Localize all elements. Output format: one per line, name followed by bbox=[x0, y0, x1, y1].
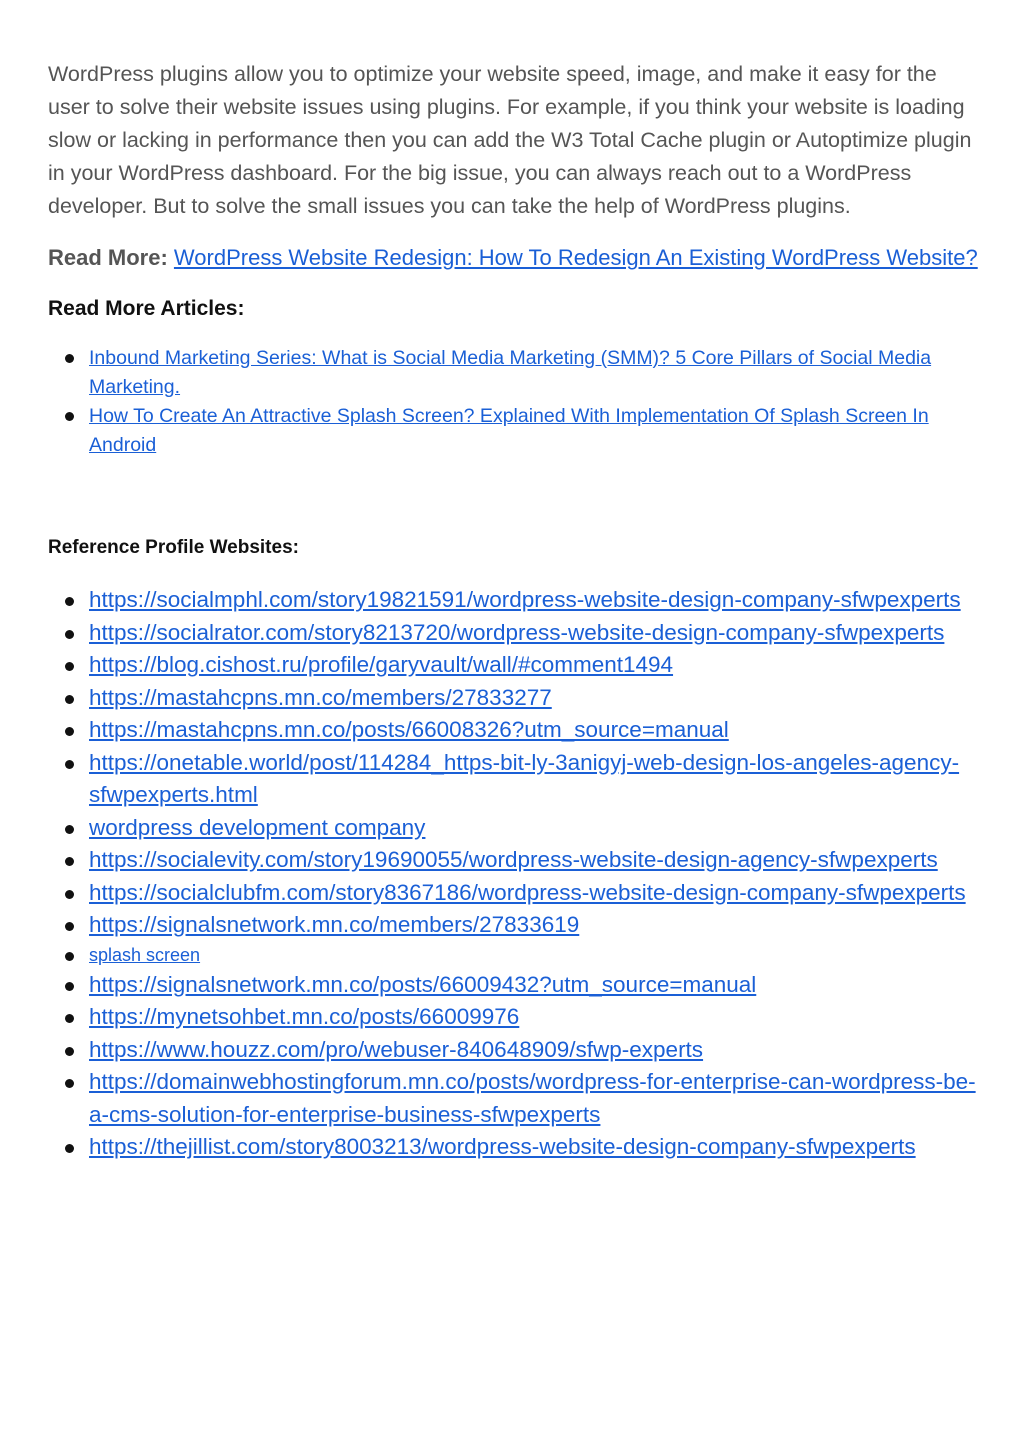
articles-heading: Read More Articles: bbox=[48, 297, 245, 320]
reference-link[interactable]: https://blog.cishost.ru/profile/garyvault/wall/#comment1494 bbox=[89, 652, 674, 677]
articles-list bbox=[48, 344, 978, 460]
reference-item bbox=[89, 682, 978, 715]
reference-link[interactable]: https://signalsnetwork.mn.co/posts/66009432?utm_source=manual bbox=[89, 971, 757, 997]
reference-item bbox=[89, 812, 978, 845]
reference-item bbox=[89, 649, 978, 682]
reference-link[interactable]: https://socialrator.com/story8213720/wordpress-website-design-company-sfwpexperts bbox=[89, 619, 945, 645]
article-item bbox=[89, 402, 978, 460]
document-page bbox=[48, 58, 978, 1164]
reference-link[interactable]: https://www.houzz.com/pro/webuser-840648909/sfwp-experts bbox=[89, 1036, 704, 1062]
references-heading: Reference Profile Websites: bbox=[48, 537, 299, 558]
reference-link[interactable]: https://thejillist.com/story8003213/wordpress-website-design-company-sfwpexperts bbox=[89, 1134, 916, 1159]
reference-item bbox=[89, 844, 978, 877]
reference-link[interactable]: splash screen bbox=[89, 944, 201, 965]
reference-item bbox=[89, 969, 978, 1002]
reference-item bbox=[89, 617, 978, 650]
article-item bbox=[89, 344, 978, 402]
read-more-line bbox=[48, 241, 978, 274]
read-more-label: Read More: bbox=[48, 245, 168, 270]
reference-item bbox=[89, 1066, 978, 1131]
reference-link[interactable]: https://socialclubfm.com/story8367186/wordpress-website-design-company-sfwpexperts bbox=[89, 879, 966, 905]
reference-item bbox=[89, 747, 978, 812]
reference-link[interactable]: https://onetable.world/post/114284_https-bit-ly-3anigyj-web-design-los-angeles-agency-sfwpexperts.html bbox=[89, 749, 960, 807]
reference-link[interactable]: https://socialevity.com/story19690055/wordpress-website-design-agency-sfwpexperts bbox=[89, 847, 938, 872]
reference-item bbox=[89, 909, 978, 942]
read-more-link[interactable]: WordPress Website Redesign: How To Redesign An Existing WordPress Website? bbox=[173, 245, 978, 270]
reference-item bbox=[89, 1131, 978, 1164]
reference-link[interactable]: https://socialmphl.com/story19821591/wordpress-website-design-company-sfwpexperts bbox=[89, 587, 961, 612]
reference-item bbox=[89, 1034, 978, 1067]
reference-link[interactable]: wordpress development company bbox=[89, 814, 426, 840]
reference-item bbox=[89, 1001, 978, 1034]
reference-item bbox=[89, 877, 978, 910]
references-list bbox=[48, 584, 978, 1164]
intro-paragraph: WordPress plugins allow you to optimize your website speed, image, and make it easy for the user to solve their website issues using plugins. For example, if you think your website is loading slow or lacking in performance then you can add the W3 Total Cache plugin or Autoptimize plugin in your WordPress dashboard. For the big issue, you can always reach out to a WordPress developer. But to solve the small issues you can take the help of WordPress plugins. bbox=[48, 62, 972, 218]
reference-item bbox=[89, 584, 978, 617]
reference-link[interactable]: https://mastahcpns.mn.co/members/27833277 bbox=[89, 684, 552, 710]
reference-link[interactable]: https://mastahcpns.mn.co/posts/66008326?utm_source=manual bbox=[89, 717, 729, 742]
reference-item bbox=[89, 714, 978, 747]
reference-link[interactable]: https://signalsnetwork.mn.co/members/27833619 bbox=[89, 912, 580, 937]
article-link[interactable]: How To Create An Attractive Splash Screen? Explained With Implementation Of Splash Screen In Android bbox=[89, 405, 929, 456]
reference-item bbox=[89, 942, 978, 969]
article-link[interactable]: Inbound Marketing Series: What is Social Media Marketing (SMM)? 5 Core Pillars of Social Media Marketing. bbox=[89, 347, 932, 398]
reference-link[interactable]: https://domainwebhostingforum.mn.co/posts/wordpress-for-enterprise-can-wordpress-be-a-cms-solution-for-enterprise-business-sfwpexperts bbox=[89, 1069, 976, 1127]
reference-link[interactable]: https://mynetsohbet.mn.co/posts/66009976 bbox=[89, 1004, 520, 1029]
